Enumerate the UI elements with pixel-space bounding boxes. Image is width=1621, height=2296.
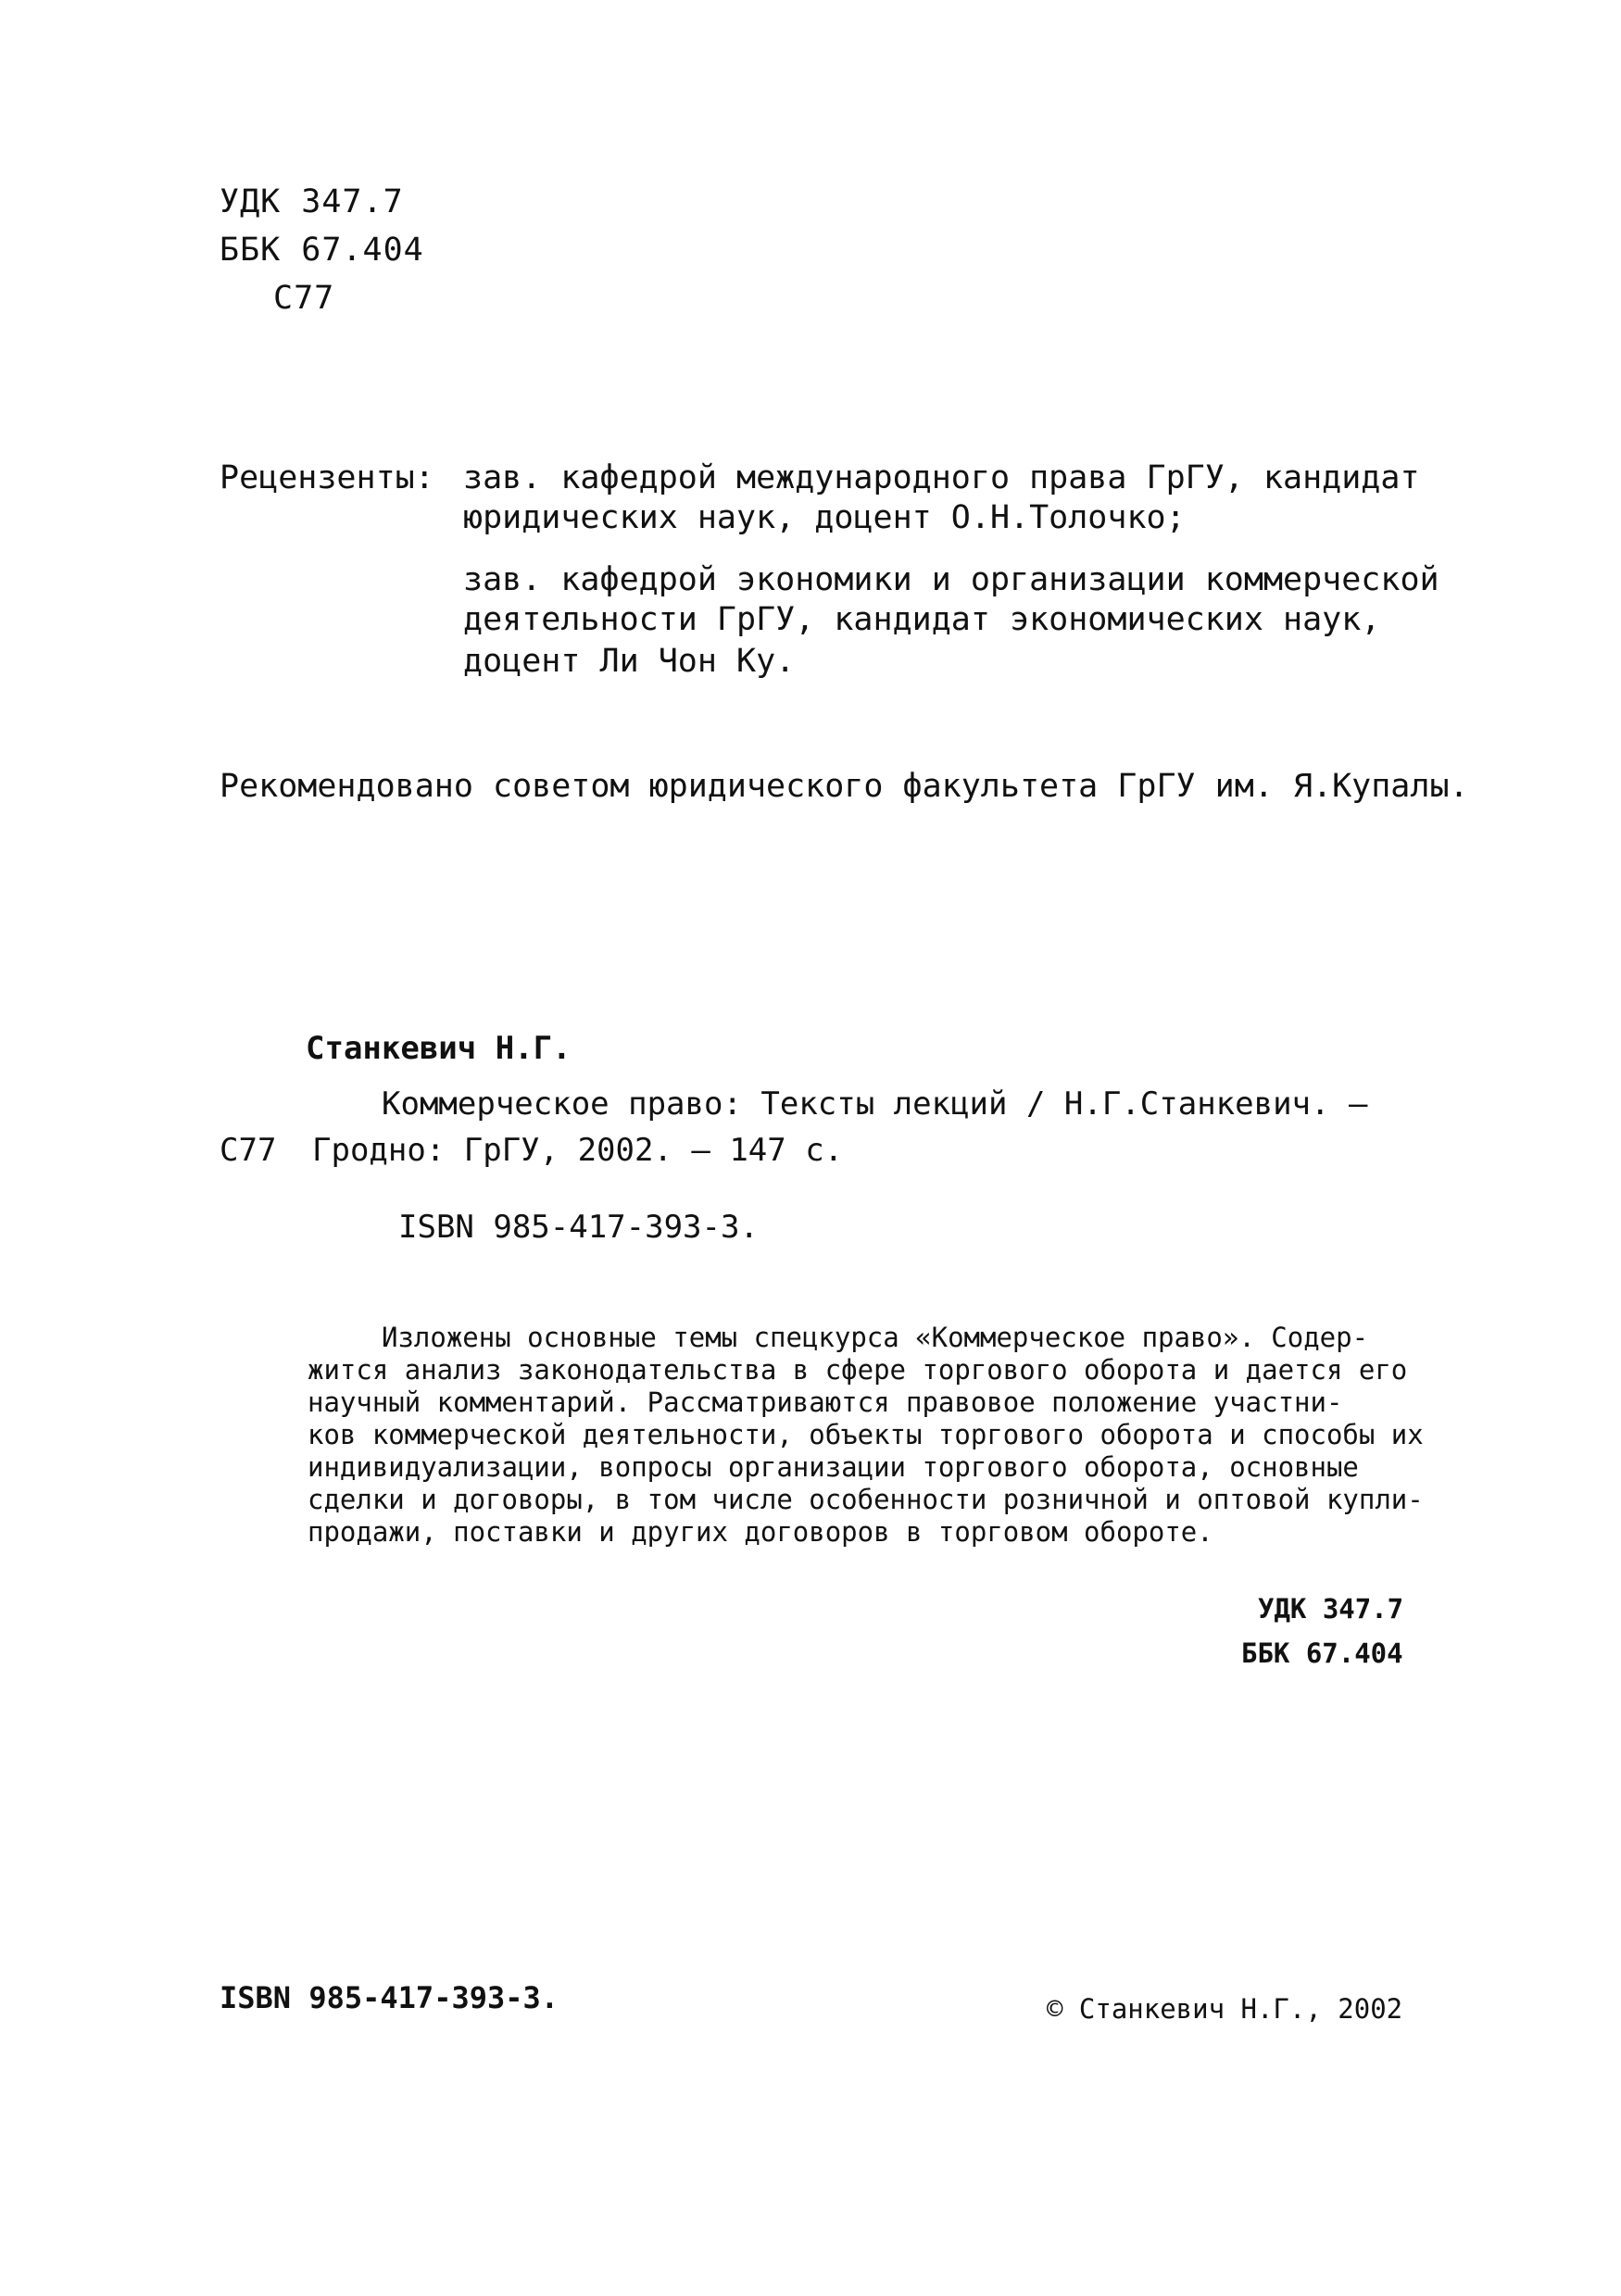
reviewer-2-line-2: деятельности ГрГУ, кандидат экономических наук, [463, 601, 1381, 638]
bbk-code-bold: ББК 67.404 [1241, 1637, 1403, 1669]
udk-code-bold: УДК 347.7 [1258, 1593, 1404, 1625]
reviewer-2-line-3: доцент Ли Чон Ку. [463, 643, 796, 680]
reviewer-1-line-2: юридических наук, доцент О.Н.Толочко; [463, 499, 1186, 536]
annotation-line-1: Изложены основные темы спецкурса «Коммерческое право». Содер- [382, 1322, 1369, 1353]
reviewer-2-line-1: зав. кафедрой экономики и организации коммерческой [463, 561, 1439, 598]
recommendation-text: Рекомендовано советом юридического факультета ГрГУ им. Я.Купалы. [220, 768, 1469, 805]
annotation-line-6: сделки и договоры, в том числе особенности розничной и оптовой купли- [308, 1484, 1424, 1515]
author-name: Станкевич Н.Г. [306, 1030, 572, 1067]
annotation-line-2: жится анализ законодательства в сфере торгового оборота и дается его [308, 1354, 1408, 1386]
bbk-code: ББК 67.404 [220, 232, 424, 269]
bib-author-mark: С77 [220, 1132, 277, 1169]
annotation-line-5: индивидуализации, вопросы организации торгового оборота, основные [308, 1451, 1359, 1483]
reviewer-1-line-1: зав. кафедрой международного права ГрГУ, кандидат [463, 459, 1420, 496]
author-mark: С77 [273, 280, 335, 317]
annotation-line-4: ков коммерческой деятельности, объекты торгового оборота и способы их [308, 1419, 1424, 1450]
isbn-footer: ISBN 985-417-393-3. [220, 1980, 559, 2015]
publisher-line: Гродно: ГрГУ, 2002. – 147 с. [312, 1132, 844, 1169]
bib-isbn: ISBN 985-417-393-3. [398, 1209, 759, 1246]
udk-code: УДК 347.7 [220, 183, 404, 220]
reviewers-label: Рецензенты: [220, 459, 434, 496]
annotation-line-3: научный комментарий. Рассматриваются правовое положение участни- [308, 1386, 1343, 1418]
annotation-line-7: продажи, поставки и других договоров в торговом обороте. [308, 1516, 1213, 1548]
copyright-notice: © Станкевич Н.Г., 2002 [1047, 1993, 1403, 2025]
title-line: Коммерческое право: Тексты лекций / Н.Г.Станкевич. – [382, 1085, 1368, 1123]
